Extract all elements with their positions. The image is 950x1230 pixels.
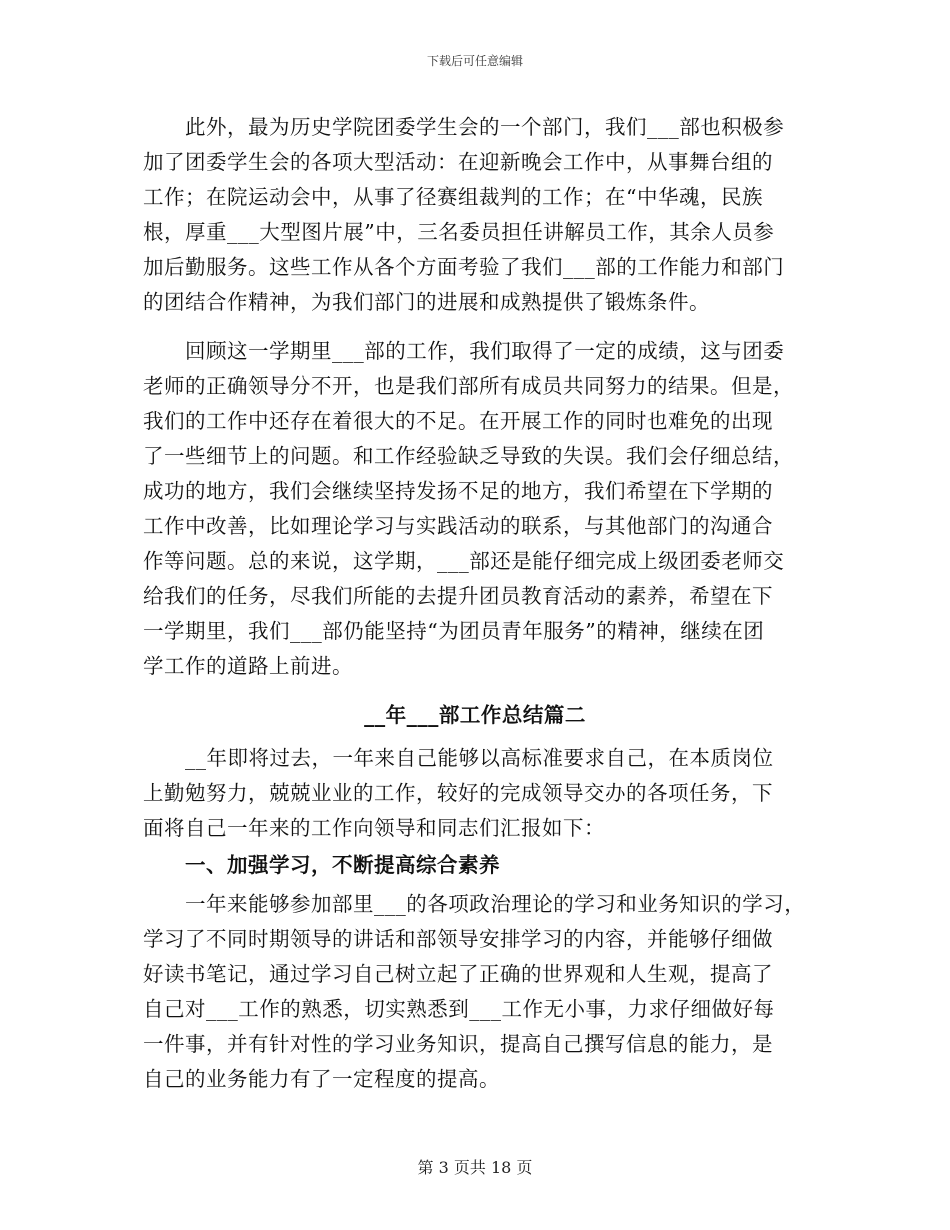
page-footer: 第 3 页共 18 页 (417, 1158, 533, 1177)
paragraph-line: 工作中改善，比如理论学习与实践活动的联系，与其他部门的沟通合 (143, 514, 773, 538)
paragraph-line: 回顾这一学期里___部的工作，我们取得了一定的成绩，这与团委 (185, 339, 785, 363)
paragraph-line: 根，厚重___大型图片展”中，三名委员担任讲解员工作，其余人员参 (143, 220, 775, 244)
paragraph-line: 加后勤服务。这些工作从各个方面考验了我们___部的工作能力和部门 (143, 255, 785, 279)
paragraph-line: 学工作的道路上前进。 (143, 654, 353, 678)
paragraph-line: 上勤勉努力，兢兢业业的工作，较好的完成领导交办的各项任务，下 (143, 781, 773, 805)
paragraph-line: 自己的业务能力有了一定程度的提高。 (143, 1067, 500, 1091)
paragraph-line: 了一些细节上的问题。和工作经验缺乏导致的失误。我们会仔细总结， (143, 444, 794, 468)
paragraph-line: 成功的地方，我们会继续坚持发扬不足的地方，我们希望在下学期的 (143, 479, 773, 503)
paragraph-line: 此外，最为历史学院团委学生会的一个部门，我们___部也积极参 (185, 115, 785, 139)
paragraph-line: 一年来能够参加部里___的各项政治理论的学习和业务知识的学习， (185, 892, 806, 916)
paragraph-line: 老师的正确领导分不开，也是我们部所有成员共同努力的结果。但是， (143, 374, 794, 398)
paragraph-line: 作等问题。总的来说，这学期，___部还是能仔细完成上级团委老师交 (143, 549, 785, 573)
paragraph-line: __年即将过去，一年来自己能够以高标准要求自己，在本质岗位 (185, 746, 774, 770)
paragraph-line: 给我们的任务，尽我们所能的去提升团员教育活动的素养，希望在下 (143, 584, 773, 608)
paragraph-line: 好读书笔记，通过学习自己树立起了正确的世界观和人生观，提高了 (143, 962, 773, 986)
paragraph-line: 面将自己一年来的工作向领导和同志们汇报如下： (143, 816, 605, 840)
paragraph-line: 一学期里，我们___部仍能坚持“为团员青年服务”的精神，继续在团 (143, 619, 765, 643)
paragraph-line: 一件事，并有针对性的学习业务知识，提高自己撰写信息的能力，是 (143, 1032, 773, 1056)
paragraph-line: 加了团委学生会的各项大型活动：在迎新晚会工作中，从事舞台组的 (143, 150, 773, 174)
paragraph-line: 自己对___工作的熟悉，切实熟悉到___工作无小事，力求仔细做好每 (143, 997, 775, 1021)
paragraph-line: 我们的工作中还存在着很大的不足。在开展工作的同时也难免的出现 (143, 409, 773, 433)
subsection-heading: 一、加强学习，不断提高综合素养 (185, 853, 500, 877)
section-title: __年___部工作总结篇二 (364, 703, 586, 727)
paragraph-line: 学习了不同时期领导的讲话和部领导安排学习的内容，并能够仔细做 (143, 927, 773, 951)
page-header: 下载后可任意编辑 (426, 54, 523, 68)
paragraph-line: 工作；在院运动会中，从事了径赛组裁判的工作；在“中华魂，民族 (143, 185, 763, 209)
paragraph-line: 的团结合作精神，为我们部门的进展和成熟提供了锻炼条件。 (143, 290, 710, 314)
